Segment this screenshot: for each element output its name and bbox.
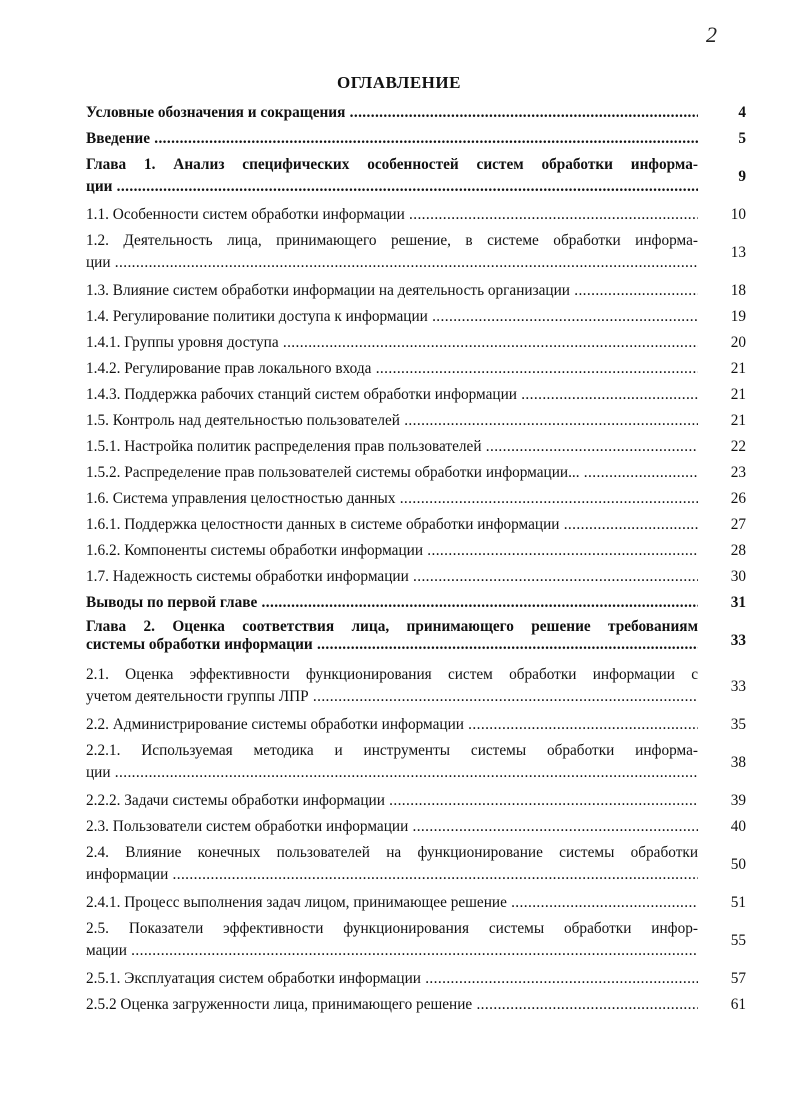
toc-entry-page-number: 23 [730,464,746,481]
toc-entry-page-number: 39 [730,792,746,809]
toc-entry-title [86,816,698,838]
toc-entry-title [86,306,698,328]
toc-entry-title-text: 2.2.2. Задачи системы обработки информации ..... [86,792,698,809]
toc-entry-page-number: 55 [730,932,746,949]
toc-entry [86,512,746,538]
toc-entry-title [86,918,698,962]
toc-entry-title [86,358,698,380]
toc-entry-title [86,994,698,1016]
toc-entry [86,890,746,916]
toc-entry-title [86,892,698,914]
toc-entry [86,738,746,788]
toc-entry-title-line2 [86,636,698,654]
toc-entry-page-number: 40 [730,818,746,835]
toc-entry-title [86,280,698,302]
toc-entry-title-text: мации ..... [86,942,698,959]
toc-entry-title-text: 1.4.1. Группы уровня доступа ..... [86,334,698,351]
toc-entry-title [86,462,698,484]
toc-entry-title-text: 2.5.1. Эксплуатация систем обработки информации ..... [86,970,698,987]
toc-entry-title-text: ции ..... [86,178,698,195]
toc-entry-title-text: 1.7. Надежность системы обработки информации ..... [86,568,698,585]
toc-entry-title [86,592,698,614]
toc-entry-page-number: 26 [730,490,746,507]
toc-entry-title-text: 2.5.2 Оценка загруженности лица, принимающего решение ..... [86,996,698,1013]
toc-entry-title-text: Условные обозначения и сокращения ..... [86,104,698,121]
toc-entry-title [86,384,698,406]
toc-entry [86,152,746,202]
toc-entry-page-number: 33 [730,678,746,695]
toc-entry [86,126,746,152]
toc-entry-title [86,566,698,588]
toc-entry [86,408,746,434]
toc-entry-title-text: 1.4.2. Регулирование прав локального входа ..... [86,360,698,377]
toc-entry-title [86,436,698,458]
toc-entry-page-number: 21 [730,412,746,429]
toc-entry [86,564,746,590]
toc-entry [86,590,746,616]
toc-entry-title-text: 1.6.2. Компоненты системы обработки информации ..... [86,542,698,559]
toc-entry-title-line2 [86,762,698,784]
toc-entry-page-number: 20 [730,334,746,351]
toc-entry-title [86,740,698,784]
toc-entry-page-number: 10 [730,206,746,223]
toc-entry-title-text: системы обработки информации ..... [86,636,698,653]
toc-entry-title [86,128,698,150]
toc-entry-title [86,540,698,562]
toc-entry [86,228,746,278]
toc-entry [86,814,746,840]
toc-entry-page-number: 50 [730,856,746,873]
toc-entry-page-number: 35 [730,716,746,733]
toc-entry-title [86,488,698,510]
toc-entry-page-number: 5 [738,130,746,147]
toc-entry [86,712,746,738]
toc-entry-title-text: 1.5.1. Настройка политик распределения прав пользователей ..... [86,438,698,455]
toc-entry [86,330,746,356]
toc-entry-title-text: информации ..... [86,866,698,883]
toc-entry [86,662,746,712]
toc-entry-title [86,332,698,354]
toc-entry-title-text: учетом деятельности группы ЛПР ..... [86,688,698,705]
toc-entry-title-line2 [86,940,698,962]
toc-entry-title-text: 1.3. Влияние систем обработки информации на деятельность организации ..... [86,282,698,299]
toc-entry-title-text: 2.3. Пользователи систем обработки информации ..... [86,818,698,835]
toc-entry-page-number: 51 [730,894,746,911]
toc-entry-page-number: 27 [730,516,746,533]
toc-entry-title-text: 1.4. Регулирование политики доступа к информации ..... [86,308,698,325]
toc-entry-title-text: 1.4.3. Поддержка рабочих станций систем обработки информации ..... [86,386,698,403]
toc-entry [86,356,746,382]
toc-entry [86,434,746,460]
toc-entry-title [86,154,698,198]
toc-entry [86,788,746,814]
toc-entry [86,100,746,126]
toc-entry-title-line2 [86,252,698,274]
toc-entry [86,616,746,662]
toc-entry-page-number: 21 [730,360,746,377]
toc-entry [86,304,746,330]
toc-entry-title-text: 1.6.1. Поддержка целостности данных в системе обработки информации ..... [86,516,698,533]
toc-entry-title-line2 [86,864,698,886]
toc-entry-title [86,204,698,226]
toc-entry [86,202,746,228]
toc-entry-title-line1: 2.4. Влияние конечных пользователей на функционирование системы обработки [86,844,698,861]
toc-entry-title-text: Выводы по первой главе ..... [86,594,698,611]
toc-entry-page-number: 22 [730,438,746,455]
toc-entry-title-line1: Глава 1. Анализ специфических особенностей систем обработки информа- [86,156,698,173]
toc-entry-title [86,102,698,124]
toc-entry-title-text: ции ..... [86,764,698,781]
toc-entry [86,382,746,408]
toc-entry-title [86,230,698,274]
toc-entry-page-number: 61 [730,996,746,1013]
toc-entry-page-number: 57 [730,970,746,987]
toc-entry-title-line1: 2.5. Показатели эффективности функционирования системы обработки инфор- [86,920,698,937]
toc-entry-page-number: 31 [730,594,746,611]
toc-entry-title-text: 1.5.2. Распределение прав пользователей системы обработки информации... ..... [86,464,698,481]
toc-entry-page-number: 21 [730,386,746,403]
toc-entry-title-text: 1.5. Контроль над деятельностью пользователей ..... [86,412,698,429]
toc-entry-page-number: 18 [730,282,746,299]
toc-entry-page-number: 38 [730,754,746,771]
toc-entry-title-line2 [86,686,698,708]
page-number-mark: 2 [706,22,717,47]
toc-entry [86,278,746,304]
toc-entry-page-number: 30 [730,568,746,585]
toc-entry [86,460,746,486]
toc-entry-title-text: 1.1. Особенности систем обработки информации ..... [86,206,698,223]
toc-entry-page-number: 19 [730,308,746,325]
toc-entry-title-text: ции ..... [86,254,698,271]
toc-entry-title [86,514,698,536]
toc-entry-title [86,842,698,886]
toc-entry-page-number: 13 [730,244,746,261]
toc-entry-title-text: Введение ..... [86,130,698,147]
toc-entry [86,966,746,992]
toc-entry-page-number: 9 [738,168,746,185]
toc-entry-title-line1: 2.1. Оценка эффективности функционирования систем обработки информации с [86,666,698,683]
toc-entry-title [86,714,698,736]
toc-entry-title-line1: 2.2.1. Используемая методика и инструменты системы обработки информа- [86,742,698,759]
toc-entry-page-number: 28 [730,542,746,559]
toc-entry-title [86,618,698,654]
toc-entry-title [86,410,698,432]
toc-entry-title [86,790,698,812]
table-of-contents [86,100,746,1018]
toc-entry [86,916,746,966]
toc-entry-title-line1: 1.2. Деятельность лица, принимающего решение, в системе обработки информа- [86,232,698,249]
toc-entry [86,538,746,564]
toc-entry-title-text: 2.4.1. Процесс выполнения задач лицом, принимающее решение ..... [86,894,698,911]
toc-entry-title-text: 2.2. Администрирование системы обработки информации ..... [86,716,698,733]
toc-entry-title-line1: Глава 2. Оценка соответствия лица, принимающего решение требованиям [86,618,698,635]
toc-entry [86,840,746,890]
toc-entry [86,992,746,1018]
toc-entry-title [86,664,698,708]
page-title: ОГЛАВЛЕНИЕ [337,73,461,92]
toc-entry-title [86,968,698,990]
toc-entry [86,486,746,512]
toc-entry-page-number: 4 [738,104,746,121]
toc-entry-title-line2 [86,176,698,198]
toc-entry-page-number: 33 [730,632,746,649]
toc-entry-title-text: 1.6. Система управления целостностью данных ..... [86,490,698,507]
